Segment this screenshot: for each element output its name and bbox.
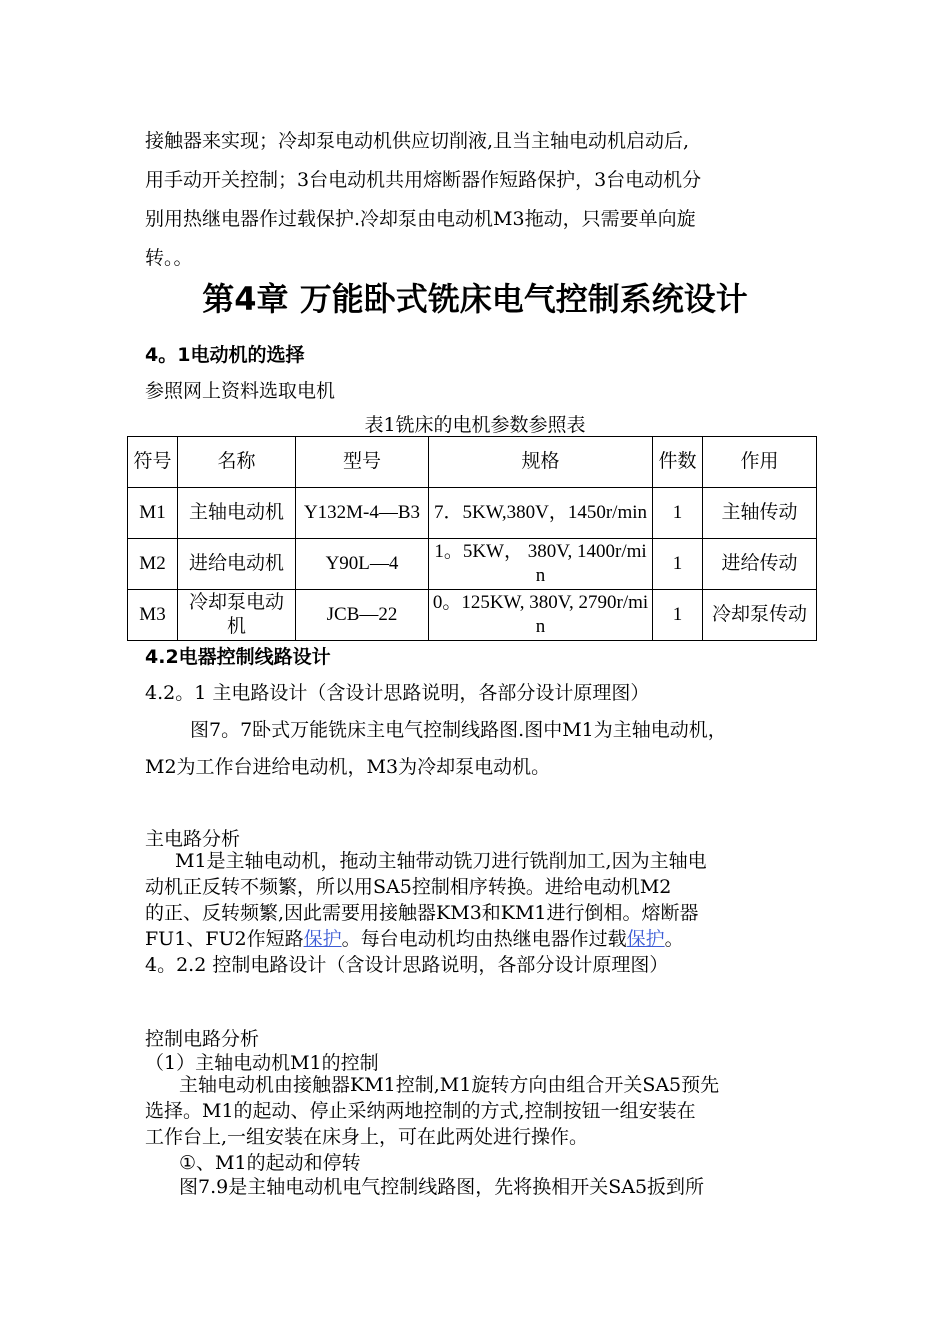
table-row — [128, 488, 817, 539]
analysis-line — [145, 926, 810, 952]
table-cell: 冷却泵传动 — [703, 590, 817, 641]
section-4-1-heading: 4。1电动机的选择 — [145, 344, 305, 366]
table-cell: 1 — [653, 488, 703, 539]
table-cell: 0。125KW, 380V, 2790r/min — [429, 590, 653, 641]
control-line: 工作台上,一组安装在床身上，可在此两处进行操作。 — [145, 1126, 589, 1148]
figure-description-line: 图7。7卧式万能铣床主电气控制线路图.图中M1为主轴电动机， — [190, 719, 727, 741]
chapter-title: 第4章 万能卧式铣床电气控制系统设计 — [202, 280, 748, 318]
table-cell: 1 — [653, 539, 703, 590]
main-circuit-analysis-text — [145, 848, 810, 952]
table-cell: 进给传动 — [703, 539, 817, 590]
table-cell: 冷却泵电动机 — [178, 590, 296, 641]
table-cell: M2 — [128, 539, 178, 590]
table-cell: 1 — [653, 590, 703, 641]
table-cell: JCB—22 — [296, 590, 429, 641]
header-cell: 名称 — [178, 437, 296, 488]
intro-line: 用手动开关控制；3台电动机共用熔断器作短路保护，3台电动机分 — [145, 169, 702, 191]
intro-line: 转。。 — [145, 247, 193, 269]
section-4-2-heading: 4.2电器控制线路设计 — [145, 646, 331, 668]
spindle-motor-control-heading: （1）主轴电动机M1的控制 — [145, 1052, 379, 1074]
subsection-4-2-1-heading: 4.2。1 主电路设计（含设计思路说明，各部分设计原理图） — [145, 682, 650, 704]
protection-link[interactable]: 保护 — [303, 928, 342, 950]
table-caption: 表1铣床的电机参数参照表 — [364, 414, 586, 436]
table-cell: 主轴传动 — [703, 488, 817, 539]
motor-parameter-table — [127, 436, 817, 641]
control-circuit-analysis-title: 控制电路分析 — [145, 1028, 260, 1050]
header-cell: 型号 — [296, 437, 429, 488]
control-circuit-text — [145, 1072, 810, 1150]
table-cell: Y90L—4 — [296, 539, 429, 590]
control-line: 主轴电动机由接触器KM1控制,M1旋转方向由组合开关SA5预先 — [179, 1074, 720, 1096]
table-cell: 主轴电动机 — [178, 488, 296, 539]
header-cell: 作用 — [703, 437, 817, 488]
figure-description-line: M2为工作台进给电动机，M3为冷却泵电动机。 — [145, 756, 551, 778]
header-cell: 符号 — [128, 437, 178, 488]
control-line: 选择。M1的起动、停止采纳两地控制的方式,控制按钮一组安装在 — [145, 1100, 696, 1122]
analysis-text: FU1、FU2作短路 — [145, 928, 304, 950]
intro-line: 别用热继电器作过载保护.冷却泵由电动机M3拖动，只需要单向旋 — [145, 208, 696, 230]
protection-link[interactable]: 保护 — [626, 928, 665, 950]
table-cell: 7．5KW,380V，1450r/min — [429, 488, 653, 539]
analysis-line: M1是主轴电动机，拖动主轴带动铣刀进行铣削加工,因为主轴电 — [175, 850, 707, 872]
start-stop-item: ①、M1的起动和停转 — [179, 1152, 361, 1174]
table-cell: M3 — [128, 590, 178, 641]
analysis-line: 动机正反转不频繁，所以用SA5控制相序转换。进给电动机M2 — [145, 876, 672, 898]
intro-paragraph — [145, 122, 810, 278]
table-header-row — [128, 437, 817, 488]
table-cell: 进给电动机 — [178, 539, 296, 590]
table-row — [128, 539, 817, 590]
analysis-text: 。 — [664, 928, 684, 950]
table-row — [128, 590, 817, 641]
table-cell: M1 — [128, 488, 178, 539]
table-cell: Y132M-4—B3 — [296, 488, 429, 539]
intro-line: 接触器来实现；冷却泵电动机供应切削液,且当主轴电动机启动后, — [145, 130, 690, 152]
subsection-4-2-2-heading: 4。2.2 控制电路设计（含设计思路说明，各部分设计原理图） — [145, 954, 669, 976]
analysis-line: 的正、反转频繁,因此需要用接触器KM3和KM1进行倒相。熔断器 — [145, 902, 699, 924]
start-stop-text: 图7.9是主轴电动机电气控制线路图，先将换相开关SA5扳到所 — [179, 1176, 705, 1198]
table-cell: 1。5KW， 380V, 1400r/min — [429, 539, 653, 590]
main-circuit-analysis-title: 主电路分析 — [145, 828, 241, 850]
header-cell: 件数 — [653, 437, 703, 488]
analysis-text: 。每台电动机均由热继电器作过载 — [341, 928, 627, 950]
section-4-1-text: 参照网上资料选取电机 — [145, 380, 336, 402]
header-cell: 规格 — [429, 437, 653, 488]
